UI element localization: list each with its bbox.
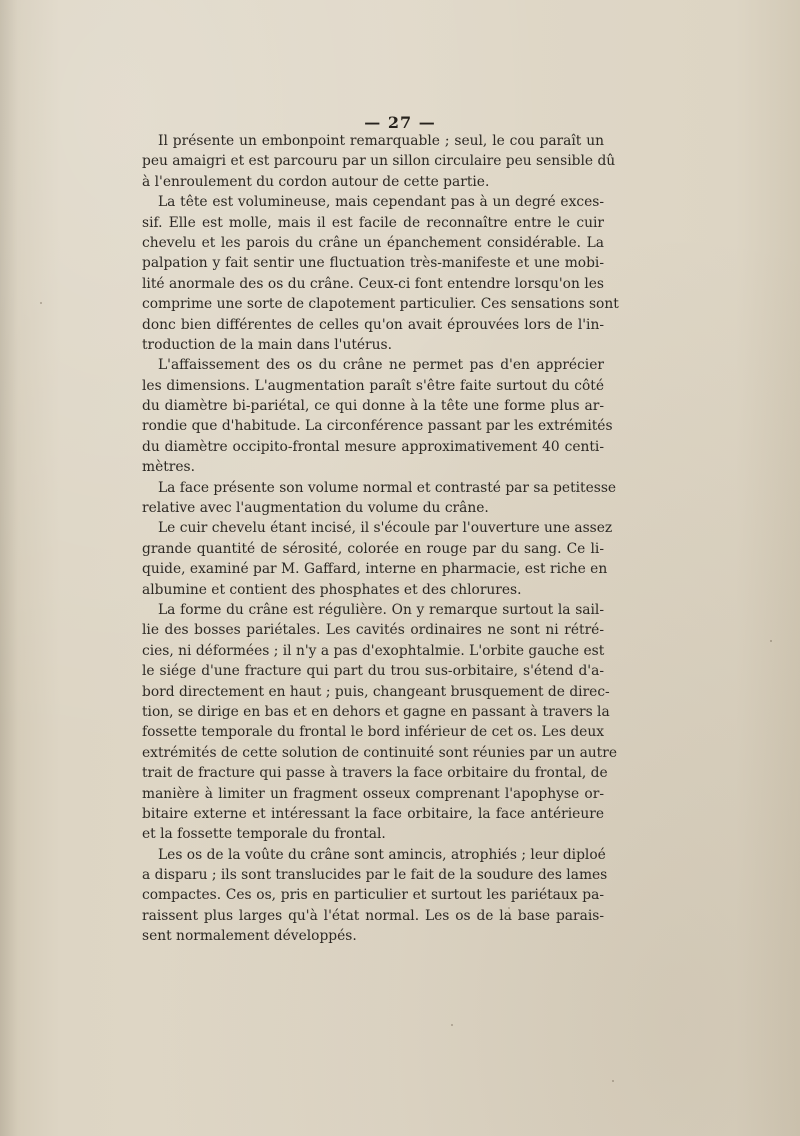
text-line: sif. Elle est molle, mais il est facile de reconnaître entre le cuir bbox=[142, 214, 604, 231]
text-line: extrémités de cette solution de continuité sont réunies par un autre bbox=[142, 744, 617, 761]
text-line: peu amaigri et est parcouru par un sillon circulaire peu sensible dû bbox=[142, 153, 616, 170]
text-line: à l'enroulement du cordon autour de cette partie. bbox=[142, 173, 490, 190]
text-line: donc bien différentes de celles qu'on avait éprouvées lors de l'in- bbox=[142, 316, 604, 333]
body-text bbox=[142, 131, 619, 947]
text-line: manière à limiter un fragment osseux comprenant l'apophyse or- bbox=[142, 785, 604, 802]
text-line: tion, se dirige en bas et en dehors et gagne en passant à travers la bbox=[142, 703, 610, 720]
text-line: rondie que d'habitude. La circonférence passant par les extrémités bbox=[142, 418, 613, 435]
text-line: du diamètre occipito-frontal mesure approximativement 40 centi- bbox=[142, 438, 604, 455]
paragraph bbox=[142, 355, 613, 477]
paragraph bbox=[142, 192, 619, 355]
text-line: La face présente son volume normal et contrasté par sa petitesse bbox=[158, 479, 617, 496]
text-line: fossette temporale du frontal le bord inférieur de cet os. Les deux bbox=[142, 724, 605, 741]
text-line: le siége d'une fracture qui part du trou sus-orbitaire, s'étend d'a- bbox=[142, 663, 604, 680]
text-line: lité anormale des os du crâne. Ceux-ci font entendre lorsqu'on les bbox=[142, 275, 604, 292]
text-line: lie des bosses pariétales. Les cavités ordinaires ne sont ni rétré- bbox=[142, 622, 604, 639]
text-line: relative avec l'augmentation du volume du crâne. bbox=[142, 500, 489, 517]
text-line: raissent plus larges qu'à l'état normal. Les os de la base parais- bbox=[142, 907, 604, 924]
text-line: La forme du crâne est régulière. On y remarque surtout la sail- bbox=[158, 601, 604, 618]
paragraph bbox=[142, 478, 617, 519]
text-line: comprime une sorte de clapotement particulier. Ces sensations sont bbox=[142, 296, 619, 313]
text-line: bord directement en haut ; puis, changeant brusquement de direc- bbox=[142, 683, 610, 700]
paragraph bbox=[142, 600, 617, 845]
text-line: palpation y fait sentir une fluctuation très-manifeste et une mobi- bbox=[142, 255, 604, 272]
text-line: La tête est volumineuse, mais cependant pas à un degré exces- bbox=[158, 194, 604, 211]
text-line: compactes. Ces os, pris en particulier et surtout les pariétaux pa- bbox=[142, 887, 604, 904]
text-line: chevelu et les parois du crâne un épanchement considérable. La bbox=[142, 234, 604, 251]
text-line: trait de fracture qui passe à travers la face orbitaire du frontal, de bbox=[142, 765, 608, 782]
text-line: Le cuir chevelu étant incisé, il s'écoule par l'ouverture une assez bbox=[158, 520, 613, 537]
text-line: bitaire externe et intéressant la face orbitaire, la face antérieure bbox=[142, 805, 604, 822]
text-line: troduction de la main dans l'utérus. bbox=[142, 336, 392, 353]
text-line: L'affaissement des os du crâne ne permet pas d'en apprécier bbox=[158, 357, 604, 374]
text-line: albumine et contient des phosphates et des chlorures. bbox=[142, 581, 522, 598]
text-line: du diamètre bi-pariétal, ce qui donne à la tête une forme plus ar- bbox=[142, 398, 604, 415]
text-line: les dimensions. L'augmentation paraît s'être faite surtout du côté bbox=[142, 377, 604, 394]
text-line: a disparu ; ils sont translucides par le fait de la soudure des lames bbox=[142, 867, 608, 884]
text-line: Il présente un embonpoint remarquable ; seul, le cou paraît un bbox=[158, 133, 604, 149]
text-line: cies, ni déformées ; il n'y a pas d'exophtalmie. L'orbite gauche est bbox=[142, 642, 605, 659]
text-line: grande quantité de sérosité, colorée en rouge par du sang. Ce li- bbox=[142, 540, 604, 557]
text-line: et la fossette temporale du frontal. bbox=[142, 826, 386, 843]
paragraph bbox=[142, 845, 608, 947]
text-line: sent normalement développés. bbox=[142, 928, 357, 945]
page-number: — 27 — bbox=[364, 113, 436, 132]
paragraph bbox=[142, 518, 613, 600]
paragraph bbox=[142, 131, 616, 192]
text-line: mètres. bbox=[142, 459, 196, 476]
text-line: Les os de la voûte du crâne sont amincis, atrophiés ; leur diploé bbox=[158, 846, 606, 863]
text-line: quide, examiné par M. Gaffard, interne en pharmacie, est riche en bbox=[142, 561, 608, 578]
